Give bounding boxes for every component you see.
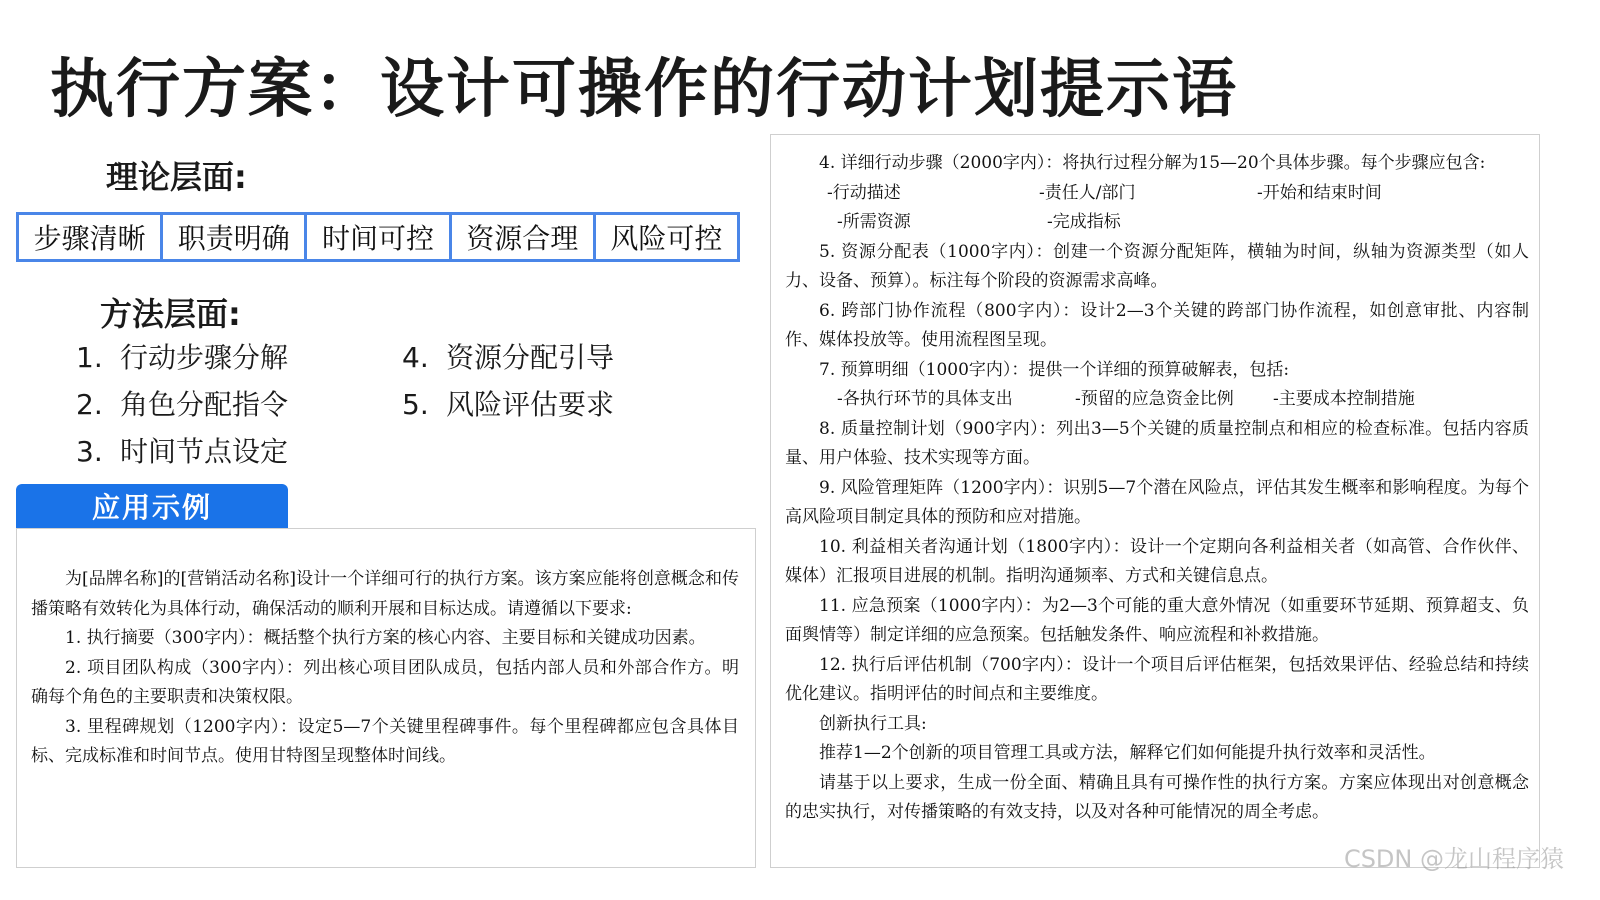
- sub-item-row: [785, 179, 1529, 209]
- example-item: 6. 跨部门协作流程（800字内）：设计2—3个关键的跨部门协作流程，如创意审批、内容制作、媒体投放等。使用流程图呈现。: [785, 300, 1529, 350]
- method-label: 角色分配指令: [120, 388, 289, 421]
- example-text-right: [770, 134, 1540, 868]
- sub-item: -完成指标: [1047, 212, 1121, 232]
- example-item: 7. 预算明细（1000字内）：提供一个详细的预算破解表，包括:: [819, 359, 1290, 380]
- example-item: 3. 里程碑规划（1200字内）：设定5—7个关键里程碑事件。每个里程碑都应包含具体目标、完成标准和时间节点。使用甘特图呈现整体时间线。: [31, 716, 739, 766]
- theory-tags: [16, 212, 740, 262]
- sub-item: -行动描述: [827, 182, 901, 203]
- tools-heading: 创新执行工具:: [819, 713, 927, 734]
- example-tab: 应用示例: [16, 484, 288, 528]
- theory-tag: 时间可控: [304, 215, 448, 259]
- watermark: CSDN @龙山程序猿: [1343, 845, 1564, 873]
- method-label: 风险评估要求: [446, 388, 615, 421]
- example-item: 11. 应急预案（1000字内）：为2—3个可能的重大意外情况（如重要环节延期、预算超支、负面舆情等）制定详细的应急预案。包括触发条件、响应流程和补救措施。: [785, 595, 1529, 645]
- method-label: 行动步骤分解: [120, 341, 289, 374]
- sub-item: -主要成本控制措施: [1273, 389, 1415, 409]
- example-item: 1. 执行摘要（300字内）：概括整个执行方案的核心内容、主要目标和关键成功因素。: [65, 628, 706, 648]
- method-number: 1.: [76, 341, 103, 374]
- sub-item-row: [785, 208, 1529, 238]
- method-item: [402, 383, 614, 423]
- method-number: 5.: [402, 388, 429, 421]
- example-item: 9. 风险管理矩阵（1200字内）：识别5—7个潜在风险点，评估其发生概率和影响程度。为每个高风险项目制定具体的预防和应对措施。: [785, 477, 1529, 527]
- theory-tag: 职责明确: [160, 215, 304, 259]
- sub-item: -所需资源: [837, 212, 911, 232]
- sub-item: -责任人/部门: [1039, 182, 1136, 203]
- example-item: 2. 项目团队构成（300字内）：列出核心项目团队成员，包括内部人员和外部合作方。明确每个角色的主要职责和决策权限。: [31, 657, 739, 707]
- example-item: 10. 利益相关者沟通计划（1800字内）：设计一个定期向各利益相关者（如高管、合作伙伴、媒体）汇报项目进展的机制。指明沟通频率、方式和关键信息点。: [785, 536, 1529, 586]
- theory-tag: 资源合理: [449, 215, 593, 259]
- closing-text: 请基于以上要求，生成一份全面、精确且具有可操作性的执行方案。方案应体现出对创意概念的忠实执行，对传播策略的有效支持，以及对各种可能情况的周全考虑。: [785, 772, 1529, 822]
- sub-item: -各执行环节的具体支出: [837, 389, 1013, 409]
- method-label: 时间节点设定: [120, 435, 289, 468]
- theory-heading: 理论层面:: [106, 158, 247, 196]
- example-text-left: [16, 528, 756, 868]
- example-item: 8. 质量控制计划（900字内）：列出3—5个关键的质量控制点和相应的检查标准。包括内容质量、用户体验、技术实现等方面。: [785, 418, 1529, 468]
- method-list: [76, 336, 696, 476]
- method-number: 2.: [76, 388, 103, 421]
- method-heading: 方法层面:: [100, 295, 241, 333]
- example-item: 5. 资源分配表（1000字内）：创建一个资源分配矩阵，横轴为时间，纵轴为资源类型（如人力、设备、预算）。标注每个阶段的资源需求高峰。: [785, 241, 1529, 291]
- sub-item-row: [785, 385, 1529, 415]
- method-item: [76, 430, 288, 470]
- example-item: 12. 执行后评估机制（700字内）：设计一个项目后评估框架，包括效果评估、经验总结和持续优化建议。指明评估的时间点和主要维度。: [785, 654, 1529, 704]
- example-intro: 为[品牌名称]的[营销活动名称]设计一个详细可行的执行方案。该方案应能将创意概念和传播策略有效转化为具体行动，确保活动的顺利开展和目标达成。请遵循以下要求:: [31, 569, 739, 619]
- theory-tag: 步骤清晰: [33, 222, 146, 255]
- method-item: [402, 336, 614, 376]
- page-title: 执行方案：设计可操作的行动计划提示语: [50, 53, 1238, 127]
- method-number: 3.: [76, 435, 103, 468]
- method-label: 资源分配引导: [446, 341, 615, 374]
- method-item: [76, 336, 288, 376]
- theory-tag: 风险可控: [593, 215, 737, 259]
- example-item: 4. 详细行动步骤（2000字内）：将执行过程分解为15—20个具体步骤。每个步骤应包含:: [819, 153, 1486, 173]
- sub-item: -开始和结束时间: [1257, 182, 1382, 203]
- tools-text: 推荐1—2个创新的项目管理工具或方法，解释它们如何能提升执行效率和灵活性。: [819, 743, 1436, 763]
- method-item: [76, 383, 288, 423]
- method-number: 4.: [402, 341, 429, 374]
- sub-item: -预留的应急资金比例: [1075, 389, 1234, 409]
